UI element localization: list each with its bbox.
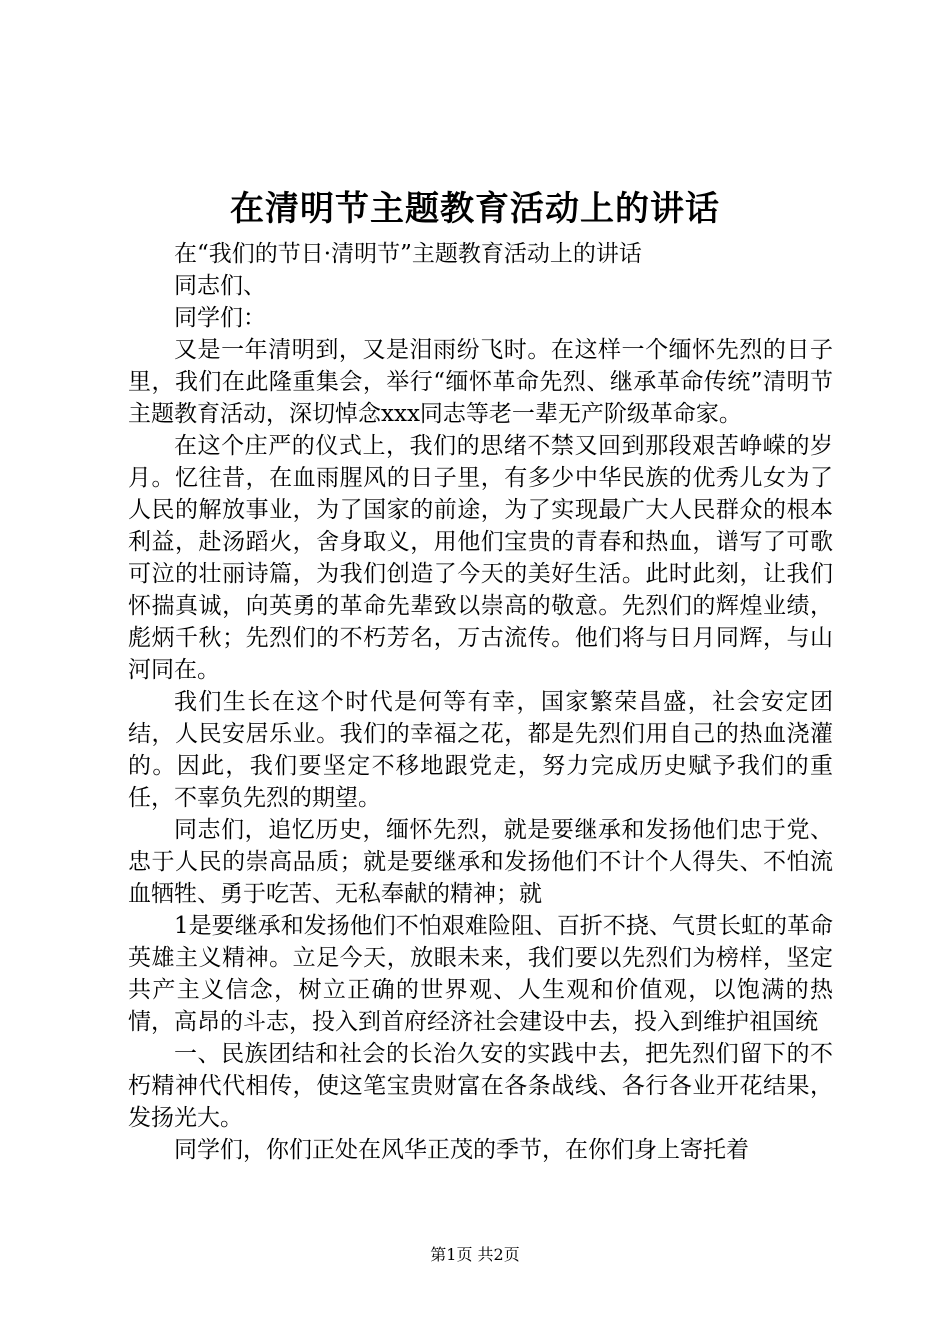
body-paragraph: 一、民族团结和社会的长治久安的实践中去，把先烈们留下的不朽精神代代相传，使这笔宝贵财富在各条战线、各行各业开花结果，发扬光大。: [128, 1041, 833, 1131]
body-paragraph: 在这个庄严的仪式上，我们的思绪不禁又回到那段艰苦峥嵘的岁月。忆往昔，在血雨腥风的日子里，有多少中华民族的优秀儿女为了人民的解放事业，为了国家的前途，为了实现最广大人民群众的根本利益，赴汤蹈火，舍身取义，用他们宝贵的青春和热血，谱写了可歌可泣的壮丽诗篇，为我们创造了今天的美好生活。此时此刻，让我们怀揣真诚，向英勇的革命先辈致以崇高的敬意。先烈们的辉煌业绩，彪炳千秋；先烈们的不朽芳名，万古流传。他们将与日月同辉，与山河同在。: [128, 433, 833, 683]
body-paragraph: 1是要继承和发扬他们不怕艰难险阻、百折不挠、气贯长虹的革命英雄主义精神。立足今天，放眼未来，我们要以先烈们为榜样，坚定共产主义信念，树立正确的世界观、人生观和价值观，以饱满的热情，高昂的斗志，投入到首府经济社会建设中去，投入到维护祖国统: [128, 913, 833, 1035]
body-paragraph: 同志们，追忆历史，缅怀先烈，就是要继承和发扬他们忠于党、忠于人民的崇高品质；就是要继承和发扬他们不计个人得失、不怕流血牺牲、勇于吃苦、无私奉献的精神；就: [128, 817, 833, 907]
speech-heading: 在“我们的节日·清明节”主题教育活动上的讲话: [174, 241, 642, 267]
page-number-footer: 第1页 共2页: [430, 1245, 520, 1264]
body-paragraph: 又是一年清明到，又是泪雨纷飞时。在这样一个缅怀先烈的日子里，我们在此隆重集会，举行“缅怀革命先烈、继承革命传统”清明节主题教育活动，深切悼念xxx同志等老一辈无产阶级革命家。: [128, 337, 833, 427]
document-body: [128, 238, 833, 1166]
document-title: 在清明节主题教育活动上的讲话: [230, 189, 720, 229]
body-paragraph: 我们生长在这个时代是何等有幸，国家繁荣昌盛，社会安定团结，人民安居乐业。我们的幸福之花，都是先烈们用自己的热血浇灌的。因此，我们要坚定不移地跟党走，努力完成历史赋予我们的重任，不辜负先烈的期望。: [128, 689, 833, 811]
salutation-students: 同学们：: [174, 305, 266, 331]
salutation-comrades: 同志们、: [174, 273, 266, 299]
body-paragraph: 同学们，你们正处在风华正茂的季节，在你们身上寄托着: [174, 1137, 749, 1163]
